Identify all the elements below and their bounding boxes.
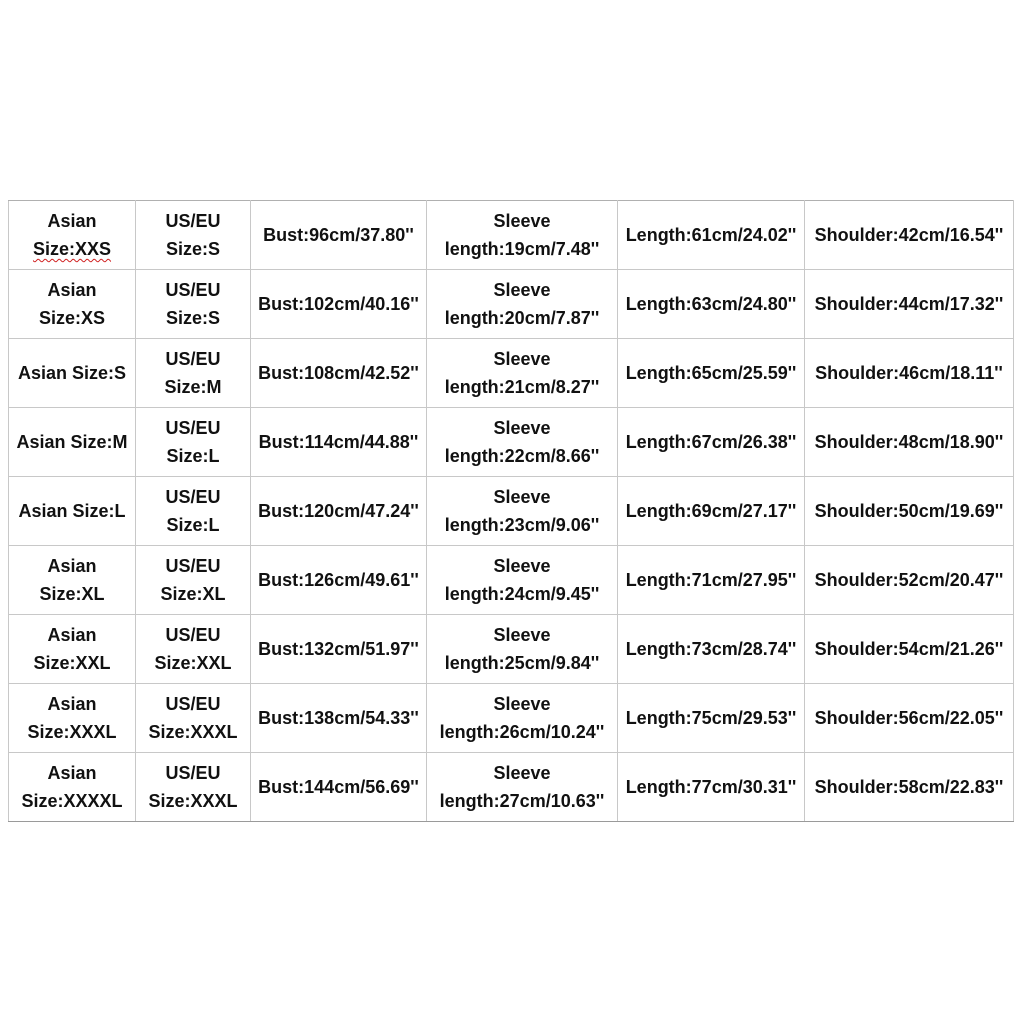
asian-size-cell: Asian Size:XXXL: [9, 684, 136, 753]
asian-size-cell: Asian Size:L: [9, 477, 136, 546]
us-eu-size-cell: US/EU Size:XXL: [136, 615, 251, 684]
length-cell: Length:73cm/28.74'': [618, 615, 805, 684]
table-row: [9, 753, 1014, 822]
bust-cell: Bust:120cm/47.24'': [251, 477, 427, 546]
table-row: [9, 201, 1014, 270]
shoulder-cell: Shoulder:44cm/17.32'': [805, 270, 1014, 339]
us-eu-size-cell: US/EU Size:L: [136, 477, 251, 546]
table-row: [9, 339, 1014, 408]
shoulder-cell: Shoulder:52cm/20.47'': [805, 546, 1014, 615]
sleeve-length-cell: Sleeve length:23cm/9.06'': [427, 477, 618, 546]
length-cell: Length:67cm/26.38'': [618, 408, 805, 477]
bust-cell: Bust:132cm/51.97'': [251, 615, 427, 684]
shoulder-cell: Shoulder:54cm/21.26'': [805, 615, 1014, 684]
sleeve-length-cell: Sleeve length:19cm/7.48'': [427, 201, 618, 270]
asian-size-cell: Asian Size:S: [9, 339, 136, 408]
asian-size-cell: Asian Size:XL: [9, 546, 136, 615]
length-cell: Length:71cm/27.95'': [618, 546, 805, 615]
sleeve-length-cell: Sleeve length:21cm/8.27'': [427, 339, 618, 408]
us-eu-size-cell: US/EU Size:M: [136, 339, 251, 408]
bust-cell: Bust:126cm/49.61'': [251, 546, 427, 615]
us-eu-size-cell: US/EU Size:XXXL: [136, 684, 251, 753]
sleeve-length-cell: Sleeve length:27cm/10.63'': [427, 753, 618, 822]
us-eu-size-cell: US/EU Size:L: [136, 408, 251, 477]
asian-size-cell: Asian Size:XS: [9, 270, 136, 339]
sleeve-length-cell: Sleeve length:26cm/10.24'': [427, 684, 618, 753]
shoulder-cell: Shoulder:48cm/18.90'': [805, 408, 1014, 477]
shoulder-cell: Shoulder:58cm/22.83'': [805, 753, 1014, 822]
table-row: [9, 546, 1014, 615]
length-cell: Length:63cm/24.80'': [618, 270, 805, 339]
bust-cell: Bust:96cm/37.80'': [251, 201, 427, 270]
bust-cell: Bust:138cm/54.33'': [251, 684, 427, 753]
shoulder-cell: Shoulder:50cm/19.69'': [805, 477, 1014, 546]
sleeve-length-cell: Sleeve length:25cm/9.84'': [427, 615, 618, 684]
spellcheck-underline: Size:XXS: [32, 239, 112, 259]
shoulder-cell: Shoulder:46cm/18.11'': [805, 339, 1014, 408]
sleeve-length-cell: Sleeve length:24cm/9.45'': [427, 546, 618, 615]
us-eu-size-cell: US/EU Size:S: [136, 270, 251, 339]
length-cell: Length:69cm/27.17'': [618, 477, 805, 546]
size-chart-table: [8, 200, 1014, 822]
shoulder-cell: Shoulder:56cm/22.05'': [805, 684, 1014, 753]
asian-size-cell: Asian Size:XXL: [9, 615, 136, 684]
table-row: [9, 408, 1014, 477]
sleeve-length-cell: Sleeve length:20cm/7.87'': [427, 270, 618, 339]
us-eu-size-cell: US/EU Size:XXXL: [136, 753, 251, 822]
bust-cell: Bust:108cm/42.52'': [251, 339, 427, 408]
length-cell: Length:61cm/24.02'': [618, 201, 805, 270]
bust-cell: Bust:102cm/40.16'': [251, 270, 427, 339]
bust-cell: Bust:114cm/44.88'': [251, 408, 427, 477]
length-cell: Length:77cm/30.31'': [618, 753, 805, 822]
asian-size-cell: Asian Size:XXXXL: [9, 753, 136, 822]
table-row: [9, 477, 1014, 546]
length-cell: Length:65cm/25.59'': [618, 339, 805, 408]
sleeve-length-cell: Sleeve length:22cm/8.66'': [427, 408, 618, 477]
table-row: [9, 270, 1014, 339]
length-cell: Length:75cm/29.53'': [618, 684, 805, 753]
us-eu-size-cell: US/EU Size:S: [136, 201, 251, 270]
size-chart-body: [9, 201, 1014, 822]
table-row: [9, 684, 1014, 753]
shoulder-cell: Shoulder:42cm/16.54'': [805, 201, 1014, 270]
asian-size-cell: Asian Size:XXS: [9, 201, 136, 270]
us-eu-size-cell: US/EU Size:XL: [136, 546, 251, 615]
bust-cell: Bust:144cm/56.69'': [251, 753, 427, 822]
asian-size-cell: Asian Size:M: [9, 408, 136, 477]
table-row: [9, 615, 1014, 684]
